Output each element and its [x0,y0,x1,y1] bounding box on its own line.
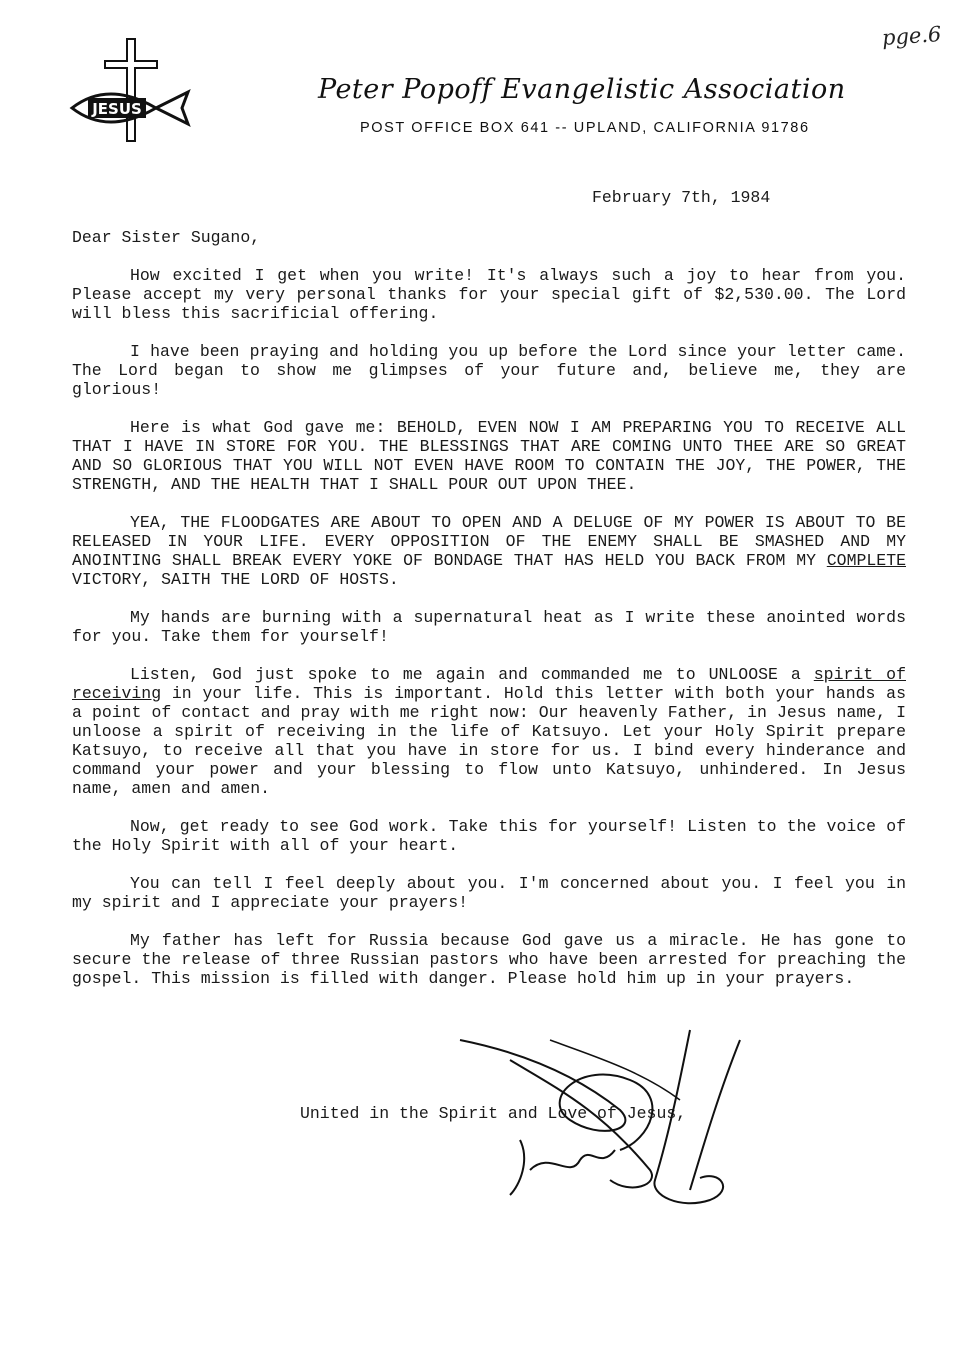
paragraph-6-after: in your life. This is important. Hold this letter with both your hands as a point of contact and pray with me right now: Our heavenly Father, in Jesus name, I unloose a spirit of receiving in the life of Katsuyo. Let your Holy Spirit prepare Katsuyo, to receive all that you have in store for us. I bind every hinderance and command your power and your blessing to flow unto Katsuyo, unhindered. In Jesus name, amen and amen. [72,684,906,798]
org-address: POST OFFICE BOX 641 -- UPLAND, CALIFORNIA 91786 [360,120,810,136]
paragraph-2: I have been praying and holding you up before the Lord since your letter came. The Lord began to show me glimpses of your future and, believe me, they are glorious! [72,342,906,399]
org-name: Peter Popoff Evangelistic Association [318,74,846,105]
paragraph-6 [72,665,906,798]
cross-fish-logo-icon [68,36,198,146]
paragraph-1: How excited I get when you write! It's always such a joy to hear from you. Please accept my very personal thanks for your special gift of $2,530.00. The Lord will bless this sacrificial offering. [72,266,906,323]
paragraph-4-after: VICTORY, SAITH THE LORD OF HOSTS. [72,570,399,589]
paragraph-6-underlined: spirit of receiving [72,665,906,703]
paragraph-9: My father has left for Russia because God gave us a miracle. He has gone to secure the release of three Russian pastors who have been arrested for preaching the gospel. This mission is filled with danger. Please hold him up in your prayers. [72,931,906,988]
letter-date: February 7th, 1984 [592,188,771,207]
handwritten-signature-icon [450,1020,750,1220]
handwritten-page-note: pge.6 [881,21,943,51]
salutation: Dear Sister Sugano, [72,228,261,247]
paragraph-7: Now, get ready to see God work. Take this for yourself! Listen to the voice of the Holy Spirit with all of your heart. [72,817,906,855]
letter-body [72,266,906,1007]
paragraph-4-before: YEA, THE FLOODGATES ARE ABOUT TO OPEN AND A DELUGE OF MY POWER IS ABOUT TO BE RELEASED IN YOUR LIFE. EVERY OPPOSITION OF THE ENEMY SHALL BE SMASHED AND MY ANOINTING SHALL BREAK EVERY YOKE OF BONDAGE THAT HAS HELD YOU BACK FROM MY [72,513,906,570]
paragraph-4 [72,513,906,589]
paragraph-8: You can tell I feel deeply about you. I'm concerned about you. I feel you in my spirit and I appreciate your prayers! [72,874,906,912]
logo-text: JESUS [92,100,142,118]
paragraph-4-underlined: COMPLETE [826,551,906,570]
paragraph-6-before: Listen, God just spoke to me again and commanded me to UNLOOSE a [130,665,814,684]
paragraph-3: Here is what God gave me: BEHOLD, EVEN NOW I AM PREPARING YOU TO RECEIVE ALL THAT I HAVE IN STORE FOR YOU. THE BLESSINGS THAT ARE COMING UNTO THEE ARE SO GREAT AND SO GLORIOUS THAT YOU WILL NOT EVEN HAVE ROOM TO CONTAIN THE JOY, THE POWER, THE STRENGTH, AND THE HEALTH THAT I SHALL POUR OUT UPON THEE. [72,418,906,494]
closing-line: United in the Spirit and Love of Jesus, [300,1104,687,1123]
paragraph-5: My hands are burning with a supernatural heat as I write these anointed words for you. Take them for yourself! [72,608,906,646]
